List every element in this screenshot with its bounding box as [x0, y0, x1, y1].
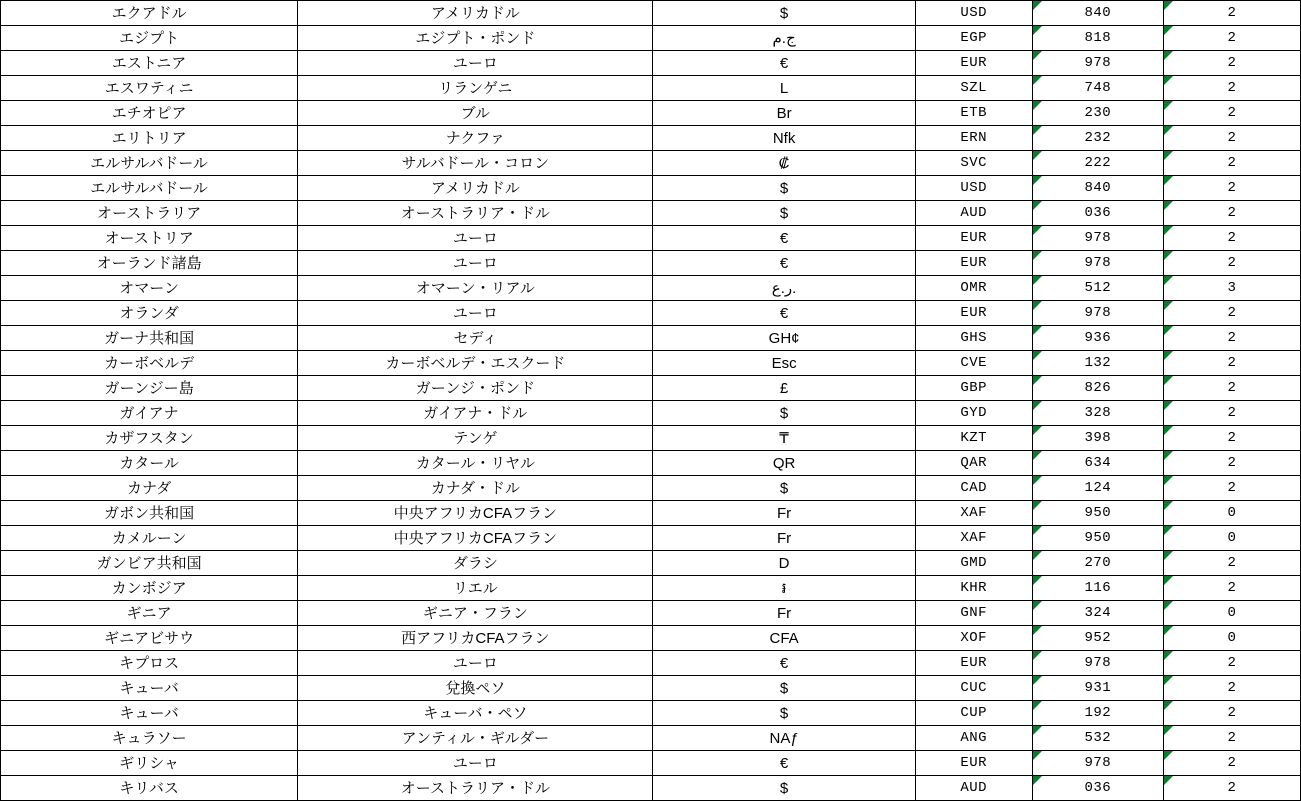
country-cell[interactable]: オランダ	[1, 301, 298, 326]
table-row[interactable]	[1, 251, 1301, 276]
table-row[interactable]	[1, 326, 1301, 351]
currency-symbol-cell[interactable]: $	[653, 1, 915, 26]
currency-name-cell[interactable]: オーストラリア・ドル	[298, 776, 653, 801]
country-cell[interactable]: ガーナ共和国	[1, 326, 298, 351]
currency-name-cell[interactable]: ブル	[298, 101, 653, 126]
minor-unit-cell[interactable]: 2	[1163, 726, 1300, 751]
currency-code-cell[interactable]: EUR	[915, 251, 1032, 276]
country-cell[interactable]: カーボベルデ	[1, 351, 298, 376]
currency-code-cell[interactable]: CUP	[915, 701, 1032, 726]
currency-symbol-cell[interactable]: $	[653, 776, 915, 801]
currency-name-cell[interactable]: ガイアナ・ドル	[298, 401, 653, 426]
country-cell[interactable]: カタール	[1, 451, 298, 476]
country-cell[interactable]: キリバス	[1, 776, 298, 801]
numeric-code-cell[interactable]: 978	[1032, 51, 1163, 76]
table-row[interactable]	[1, 376, 1301, 401]
currency-symbol-cell[interactable]: €	[653, 751, 915, 776]
currency-code-cell[interactable]: CVE	[915, 351, 1032, 376]
currency-code-cell[interactable]: GHS	[915, 326, 1032, 351]
currency-code-cell[interactable]: CUC	[915, 676, 1032, 701]
currency-code-cell[interactable]: USD	[915, 1, 1032, 26]
numeric-code-cell[interactable]: 818	[1032, 26, 1163, 51]
numeric-code-cell[interactable]: 950	[1032, 526, 1163, 551]
currency-name-cell[interactable]: ダラシ	[298, 551, 653, 576]
minor-unit-cell[interactable]: 2	[1163, 151, 1300, 176]
table-row[interactable]	[1, 126, 1301, 151]
currency-symbol-cell[interactable]: €	[653, 51, 915, 76]
currency-code-cell[interactable]: KHR	[915, 576, 1032, 601]
table-row[interactable]	[1, 501, 1301, 526]
country-cell[interactable]: カメルーン	[1, 526, 298, 551]
currency-symbol-cell[interactable]: ر.ع.	[653, 276, 915, 301]
currency-symbol-cell[interactable]: Br	[653, 101, 915, 126]
currency-code-cell[interactable]: EUR	[915, 226, 1032, 251]
table-row[interactable]	[1, 276, 1301, 301]
numeric-code-cell[interactable]: 036	[1032, 201, 1163, 226]
currency-code-cell[interactable]: CAD	[915, 476, 1032, 501]
table-row[interactable]	[1, 601, 1301, 626]
currency-symbol-cell[interactable]: L	[653, 76, 915, 101]
currency-name-cell[interactable]: エジプト・ポンド	[298, 26, 653, 51]
country-cell[interactable]: ガボン共和国	[1, 501, 298, 526]
minor-unit-cell[interactable]: 2	[1163, 301, 1300, 326]
minor-unit-cell[interactable]: 2	[1163, 351, 1300, 376]
minor-unit-cell[interactable]: 2	[1163, 701, 1300, 726]
currency-code-cell[interactable]: EUR	[915, 651, 1032, 676]
country-cell[interactable]: キプロス	[1, 651, 298, 676]
country-cell[interactable]: ガンビア共和国	[1, 551, 298, 576]
country-cell[interactable]: エルサルバドール	[1, 151, 298, 176]
currency-symbol-cell[interactable]: GH¢	[653, 326, 915, 351]
currency-symbol-cell[interactable]: €	[653, 251, 915, 276]
currency-name-cell[interactable]: アンティル・ギルダー	[298, 726, 653, 751]
table-row[interactable]	[1, 626, 1301, 651]
numeric-code-cell[interactable]: 978	[1032, 226, 1163, 251]
table-row[interactable]	[1, 526, 1301, 551]
table-row[interactable]	[1, 576, 1301, 601]
minor-unit-cell[interactable]: 2	[1163, 576, 1300, 601]
table-row[interactable]	[1, 451, 1301, 476]
country-cell[interactable]: ギリシャ	[1, 751, 298, 776]
currency-symbol-cell[interactable]: Fr	[653, 601, 915, 626]
currency-symbol-cell[interactable]: Nfk	[653, 126, 915, 151]
table-row[interactable]	[1, 751, 1301, 776]
currency-symbol-cell[interactable]: €	[653, 301, 915, 326]
currency-code-cell[interactable]: ANG	[915, 726, 1032, 751]
numeric-code-cell[interactable]: 931	[1032, 676, 1163, 701]
numeric-code-cell[interactable]: 950	[1032, 501, 1163, 526]
country-cell[interactable]: エジプト	[1, 26, 298, 51]
currency-name-cell[interactable]: アメリカドル	[298, 176, 653, 201]
currency-code-cell[interactable]: KZT	[915, 426, 1032, 451]
currency-code-cell[interactable]: GYD	[915, 401, 1032, 426]
table-row[interactable]	[1, 101, 1301, 126]
table-row[interactable]	[1, 351, 1301, 376]
minor-unit-cell[interactable]: 2	[1163, 776, 1300, 801]
minor-unit-cell[interactable]: 2	[1163, 476, 1300, 501]
currency-name-cell[interactable]: ガーンジ・ポンド	[298, 376, 653, 401]
numeric-code-cell[interactable]: 232	[1032, 126, 1163, 151]
numeric-code-cell[interactable]: 398	[1032, 426, 1163, 451]
currency-name-cell[interactable]: ユーロ	[298, 651, 653, 676]
country-cell[interactable]: カナダ	[1, 476, 298, 501]
currency-name-cell[interactable]: サルバドール・コロン	[298, 151, 653, 176]
currency-name-cell[interactable]: オマーン・リアル	[298, 276, 653, 301]
country-cell[interactable]: カンボジア	[1, 576, 298, 601]
minor-unit-cell[interactable]: 2	[1163, 176, 1300, 201]
minor-unit-cell[interactable]: 2	[1163, 376, 1300, 401]
table-row[interactable]	[1, 551, 1301, 576]
numeric-code-cell[interactable]: 222	[1032, 151, 1163, 176]
currency-name-cell[interactable]: 中央アフリカCFAフラン	[298, 501, 653, 526]
minor-unit-cell[interactable]: 2	[1163, 76, 1300, 101]
currency-code-cell[interactable]: OMR	[915, 276, 1032, 301]
currency-name-cell[interactable]: アメリカドル	[298, 1, 653, 26]
country-cell[interactable]: カザフスタン	[1, 426, 298, 451]
numeric-code-cell[interactable]: 036	[1032, 776, 1163, 801]
table-row[interactable]	[1, 226, 1301, 251]
currency-name-cell[interactable]: オーストラリア・ドル	[298, 201, 653, 226]
country-cell[interactable]: エスワティニ	[1, 76, 298, 101]
numeric-code-cell[interactable]: 328	[1032, 401, 1163, 426]
minor-unit-cell[interactable]: 2	[1163, 51, 1300, 76]
currency-symbol-cell[interactable]: ج.م	[653, 26, 915, 51]
currency-code-cell[interactable]: QAR	[915, 451, 1032, 476]
country-cell[interactable]: ギニアビサウ	[1, 626, 298, 651]
minor-unit-cell[interactable]: 2	[1163, 451, 1300, 476]
country-cell[interactable]: オーストリア	[1, 226, 298, 251]
numeric-code-cell[interactable]: 978	[1032, 751, 1163, 776]
currency-symbol-cell[interactable]: $	[653, 401, 915, 426]
table-row[interactable]	[1, 151, 1301, 176]
numeric-code-cell[interactable]: 532	[1032, 726, 1163, 751]
minor-unit-cell[interactable]: 2	[1163, 126, 1300, 151]
table-row[interactable]	[1, 301, 1301, 326]
currency-name-cell[interactable]: ユーロ	[298, 251, 653, 276]
currency-symbol-cell[interactable]: $	[653, 701, 915, 726]
currency-symbol-cell[interactable]: €	[653, 651, 915, 676]
currency-symbol-cell[interactable]: ៛	[653, 576, 915, 601]
currency-name-cell[interactable]: ギニア・フラン	[298, 601, 653, 626]
table-row[interactable]	[1, 1, 1301, 26]
country-cell[interactable]: キューバ	[1, 676, 298, 701]
currency-symbol-cell[interactable]: QR	[653, 451, 915, 476]
minor-unit-cell[interactable]: 2	[1163, 551, 1300, 576]
currency-name-cell[interactable]: ユーロ	[298, 226, 653, 251]
numeric-code-cell[interactable]: 840	[1032, 1, 1163, 26]
table-row[interactable]	[1, 51, 1301, 76]
currency-symbol-cell[interactable]: D	[653, 551, 915, 576]
country-cell[interactable]: オーストラリア	[1, 201, 298, 226]
table-row[interactable]	[1, 701, 1301, 726]
currency-name-cell[interactable]: 西アフリカCFAフラン	[298, 626, 653, 651]
country-cell[interactable]: ガイアナ	[1, 401, 298, 426]
currency-symbol-cell[interactable]: Esc	[653, 351, 915, 376]
minor-unit-cell[interactable]: 0	[1163, 601, 1300, 626]
country-cell[interactable]: エクアドル	[1, 1, 298, 26]
currency-symbol-cell[interactable]: $	[653, 176, 915, 201]
currency-symbol-cell[interactable]: $	[653, 476, 915, 501]
currency-name-cell[interactable]: ユーロ	[298, 751, 653, 776]
currency-code-cell[interactable]: USD	[915, 176, 1032, 201]
currency-symbol-cell[interactable]: Fr	[653, 501, 915, 526]
currency-name-cell[interactable]: ユーロ	[298, 301, 653, 326]
currency-table-body	[1, 1, 1301, 801]
country-cell[interactable]: エリトリア	[1, 126, 298, 151]
numeric-code-cell[interactable]: 124	[1032, 476, 1163, 501]
minor-unit-cell[interactable]: 2	[1163, 26, 1300, 51]
country-cell[interactable]: キューバ	[1, 701, 298, 726]
currency-code-cell[interactable]: EGP	[915, 26, 1032, 51]
currency-code-cell[interactable]: XOF	[915, 626, 1032, 651]
currency-name-cell[interactable]: リランゲニ	[298, 76, 653, 101]
currency-symbol-cell[interactable]: CFA	[653, 626, 915, 651]
table-row[interactable]	[1, 426, 1301, 451]
minor-unit-cell[interactable]: 2	[1163, 201, 1300, 226]
minor-unit-cell[interactable]: 2	[1163, 1, 1300, 26]
minor-unit-cell[interactable]: 3	[1163, 276, 1300, 301]
currency-code-cell[interactable]: EUR	[915, 51, 1032, 76]
currency-name-cell[interactable]: カタール・リヤル	[298, 451, 653, 476]
minor-unit-cell[interactable]: 0	[1163, 501, 1300, 526]
numeric-code-cell[interactable]: 748	[1032, 76, 1163, 101]
minor-unit-cell[interactable]: 0	[1163, 626, 1300, 651]
table-row[interactable]	[1, 651, 1301, 676]
minor-unit-cell[interactable]: 2	[1163, 251, 1300, 276]
currency-symbol-cell[interactable]: ₸	[653, 426, 915, 451]
table-row[interactable]	[1, 676, 1301, 701]
currency-code-cell[interactable]: EUR	[915, 751, 1032, 776]
numeric-code-cell[interactable]: 978	[1032, 251, 1163, 276]
numeric-code-cell[interactable]: 512	[1032, 276, 1163, 301]
currency-symbol-cell[interactable]: £	[653, 376, 915, 401]
currency-code-cell[interactable]: XAF	[915, 526, 1032, 551]
currency-code-cell[interactable]: GNF	[915, 601, 1032, 626]
table-row[interactable]	[1, 201, 1301, 226]
currency-name-cell[interactable]: リエル	[298, 576, 653, 601]
numeric-code-cell[interactable]: 132	[1032, 351, 1163, 376]
minor-unit-cell[interactable]: 2	[1163, 651, 1300, 676]
currency-symbol-cell[interactable]: $	[653, 676, 915, 701]
currency-code-cell[interactable]: SZL	[915, 76, 1032, 101]
currency-code-cell[interactable]: GBP	[915, 376, 1032, 401]
currency-code-cell[interactable]: SVC	[915, 151, 1032, 176]
minor-unit-cell[interactable]: 2	[1163, 101, 1300, 126]
numeric-code-cell[interactable]: 324	[1032, 601, 1163, 626]
numeric-code-cell[interactable]: 952	[1032, 626, 1163, 651]
table-row[interactable]	[1, 76, 1301, 101]
numeric-code-cell[interactable]: 192	[1032, 701, 1163, 726]
numeric-code-cell[interactable]: 978	[1032, 301, 1163, 326]
currency-code-cell[interactable]: XAF	[915, 501, 1032, 526]
country-cell[interactable]: オマーン	[1, 276, 298, 301]
minor-unit-cell[interactable]: 2	[1163, 401, 1300, 426]
numeric-code-cell[interactable]: 634	[1032, 451, 1163, 476]
country-cell[interactable]: エチオピア	[1, 101, 298, 126]
currency-name-cell[interactable]: テンゲ	[298, 426, 653, 451]
table-row[interactable]	[1, 776, 1301, 801]
table-row[interactable]	[1, 26, 1301, 51]
minor-unit-cell[interactable]: 2	[1163, 226, 1300, 251]
currency-name-cell[interactable]: カーボベルデ・エスクード	[298, 351, 653, 376]
numeric-code-cell[interactable]: 840	[1032, 176, 1163, 201]
country-cell[interactable]: オーランド諸島	[1, 251, 298, 276]
currency-code-cell[interactable]: ERN	[915, 126, 1032, 151]
minor-unit-cell[interactable]: 2	[1163, 751, 1300, 776]
currency-name-cell[interactable]: ユーロ	[298, 51, 653, 76]
currency-symbol-cell[interactable]: €	[653, 226, 915, 251]
table-row[interactable]	[1, 401, 1301, 426]
numeric-code-cell[interactable]: 978	[1032, 651, 1163, 676]
table-row[interactable]	[1, 176, 1301, 201]
country-cell[interactable]: ギニア	[1, 601, 298, 626]
currency-code-cell[interactable]: ETB	[915, 101, 1032, 126]
currency-symbol-cell[interactable]: ₡	[653, 151, 915, 176]
table-row[interactable]	[1, 726, 1301, 751]
minor-unit-cell[interactable]: 2	[1163, 326, 1300, 351]
currency-code-cell[interactable]: AUD	[915, 776, 1032, 801]
currency-name-cell[interactable]: カナダ・ドル	[298, 476, 653, 501]
country-cell[interactable]: エルサルバドール	[1, 176, 298, 201]
currency-name-cell[interactable]: ナクファ	[298, 126, 653, 151]
currency-code-cell[interactable]: AUD	[915, 201, 1032, 226]
currency-symbol-cell[interactable]: NAƒ	[653, 726, 915, 751]
country-cell[interactable]: キュラソー	[1, 726, 298, 751]
currency-code-cell[interactable]: EUR	[915, 301, 1032, 326]
numeric-code-cell[interactable]: 116	[1032, 576, 1163, 601]
numeric-code-cell[interactable]: 936	[1032, 326, 1163, 351]
country-cell[interactable]: ガーンジー島	[1, 376, 298, 401]
currency-name-cell[interactable]: 中央アフリカCFAフラン	[298, 526, 653, 551]
currency-name-cell[interactable]: キューバ・ペソ	[298, 701, 653, 726]
table-row[interactable]	[1, 476, 1301, 501]
numeric-code-cell[interactable]: 826	[1032, 376, 1163, 401]
currency-name-cell[interactable]: セディ	[298, 326, 653, 351]
currency-code-cell[interactable]: GMD	[915, 551, 1032, 576]
currency-symbol-cell[interactable]: Fr	[653, 526, 915, 551]
numeric-code-cell[interactable]: 230	[1032, 101, 1163, 126]
currency-symbol-cell[interactable]: $	[653, 201, 915, 226]
country-cell[interactable]: エストニア	[1, 51, 298, 76]
minor-unit-cell[interactable]: 2	[1163, 426, 1300, 451]
minor-unit-cell[interactable]: 2	[1163, 676, 1300, 701]
numeric-code-cell[interactable]: 270	[1032, 551, 1163, 576]
minor-unit-cell[interactable]: 0	[1163, 526, 1300, 551]
currency-name-cell[interactable]: 兌換ペソ	[298, 676, 653, 701]
